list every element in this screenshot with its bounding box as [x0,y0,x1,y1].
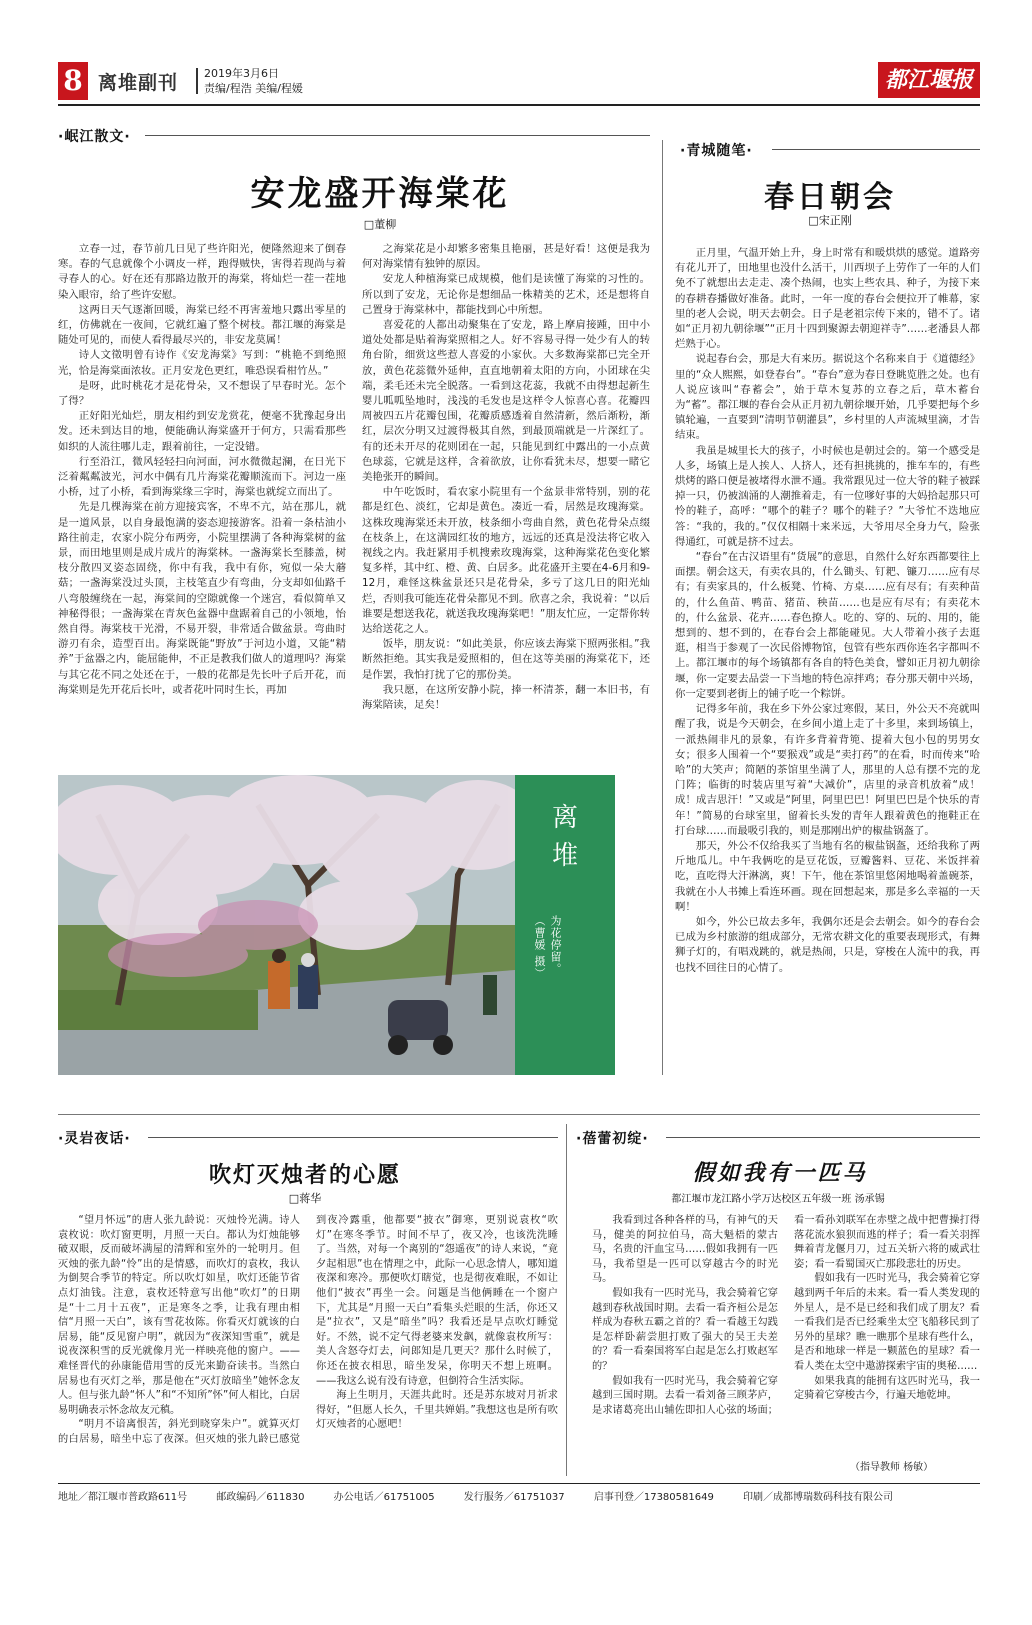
article2-paragraph: 如今，外公已故去多年，我偶尔还是会去朝会。如今的春台会已成为乡村旅游的组成部分，无常农耕文化的重要表现形式，有舞狮子灯的，有唱戏跳的，就是热闹，只是，穿梭在人流中的我，再也找不回往日的心情了。 [675,915,980,974]
footer-distribution: 发行服务／61751037 [463,1492,565,1503]
footer-printer: 印刷／成都博瑞数码科技有限公司 [743,1492,894,1503]
article1-paragraph: 中午吃饭时，看农家小院里有一个盆景非常特别，别的花都是红色、淡红，它却是黄色。凑近一看，居然是玫瑰海棠。这株玫瑰海棠还未开放，枝条细小弯曲自然，黄色花骨朵点缀在枝条上，在这满园红妆的地方，远远的还真是没法将它收入视线之内。我赶紧用手机搜索玫瑰海棠，这种海棠花色变化繁复多样，其中红、橙、黄、白居多。此花盛开主要在4-6月和9-12月，难怪这株盆景还只是花骨朵，多亏了这几日的阳光灿烂，否则我可能连花骨朵都见不到。欣喜之余，我说着：“以后谁要是想送我花，就送我玫瑰海棠吧！”朋友忙应，一定帮你转达给送花之人。 [362,486,650,636]
article1-paragraph: 立春一过，春节前几日见了些许阳光，便隆然迎来了倒春寒。春的气息就像个小调皮一样，跑得贼快，害得若现尚与着寻春人的心。好在还有那路边散开的海棠，将灿烂一茬一茬地染入眼帘，给了些许安慰。 [58,243,346,301]
article2-paragraph: 我虽是城里长大的孩子，小时候也是朝过会的。第一个感受是人多，场镇上是人挨人、人挤人，还有担挑挑的，推车车的，有些烘烤的路口便是被堵得水泄不通。我常跟见过一位大爷的鞋子被踩掉一只，仍被汹涌的人潮推着走，有一位嗲好事的大妈拾起那只可怜的鞋子，高呼：“哪个的鞋子？哪个的鞋子？”大爷忙不迭地应答：“我的，我的。”仅仅相隔十来米远，大爷用尽全身力气，险张得通红，可就是挤不过去。 [675,444,980,548]
article4-column-line [666,1137,980,1138]
newspaper-logo: 都江堰报 [878,62,980,98]
article1-paragraph: 行至沿江，微风轻轻扫向河面，河水微微起澜，在日光下泛着粼粼波光，河水中偶有几片海棠花瓣顺流而下。河边一座小桥，过了小桥，看到海棠缘三字时，海棠也就绽立而出了。 [58,455,346,499]
footer-rule [58,1483,980,1484]
article4-teacher: （指导教师 杨敏） [850,1462,934,1473]
article2-paragraph: 那天，外公不仅给我买了当地有名的椒盐锅盔，还给我称了两斤地瓜儿。中午我俩吃的是豆花饭，豆瓣酱料、豆花、米饭拌着吃，直吃得大汗淋漓，爽！下午，他在茶馆里悠闲地喝着盖碗茶，我就在小人书摊上看连环画。现在回想起来，那是多么幸福的一天啊！ [675,839,980,913]
page-number: 8 [58,62,88,100]
article4-body [592,1214,980,1454]
article4-column-tag: ·蓓蕾初绽· [576,1131,649,1147]
bottom-column-divider [566,1124,567,1476]
article1-paragraph: 喜爱花的人都出动聚集在了安龙，路上摩肩接踵，田中小道处处都是贴着海棠照相之人。好不容易寻得一处少有人的转角台阶，细赏这些惹人喜爱的小家伙。大多数海棠都已完全开放，黄色花蕊微外延伸，直直地朝着太阳的方向，小团球在尖端，柔毛还未完全脱落。一看到这花蕊，我就不由得想起新生婴儿呱呱坠地时，浅浅的毛发也是这样令人惊喜心喜。花瓣四周被四五片花瓣包围，花瓣质感透着自然清新，然后渐粉，渐红，层次分明又过渡得极其自然，到最顶端就是一片深红了。有的还未开尽的花则团在一起，只能见到红中露出的一小点黄色球蕊，它就是这样，含着欲放，让你看犹未尽，想要一睹它美艳张开的瞬间。 [362,319,650,484]
article1-paragraph: 正好阳光灿烂，朋友相约到安龙赏花，便毫不犹豫起身出发。还未到达目的地，便能确认海棠盛开于何方，只需看那些如织的人流往哪儿走，跟着前往，一定没错。 [58,410,346,453]
article3-paragraph: “明月不谙离恨苦，斜光到晓穿朱户”。就算灭灯的白居易，暗坐中忘了夜深。但灭烛的张九龄已感觉到夜冷露重，他都要“披衣”御寒，更别说袁枚“吹灯”在寒冬季节。时间不早了，夜又冷，也该洗洗睡了。当然，对每一个离别的“怨遥夜”的诗人来说，“竟夕起相思”也在情理之中，此际一心思念情人，哪知道夜深和寒冷。那便吹灯瞎觉，也是彻夜难眠，不如让他们“披衣”再坐一会。问题是当他俩睡在一个窗户下，尤其是“月照一天白”看集头烂眼的生活，你还又是“拉衣”，又是“暗坐”吗？我看还是早点吹灯睡觉好。不然，说不定气得老婆来发飙，就像袁枚所写：美人含怒夺灯去，问郎知是几更天？那什么时候了，你还在披衣相思，暗坐发呆，你明天不想上班啊。——我这么说有没有诗意，但倒符合生活实际。 [58,1215,558,1445]
article1-byline: □董柳 [363,218,397,231]
article1-column-line [145,135,650,136]
article2-title: 春日朝会 [764,180,896,215]
masthead-divider [196,68,198,94]
article3-title: 吹灯灭烛者的心愿 [208,1162,401,1188]
article4-paragraph: 假如我有一匹时光马，我会骑着它穿越到三国时期。去看一看刘备三顾茅庐，是求诸葛亮出山辅佐即扣人心弦的场面；看一看孙刘联军在赤壁之战中把曹操打得落花流水狼狈而逃的样子；看一看关羽挥舞着青龙偃月刀，过五关斩六将的威武壮姿；看一看蜀国灭亡那段悲壮的历史。 [592,1215,980,1416]
article4-title: 假如我有一匹马 [692,1160,868,1186]
footer-postcode: 邮政编码／611830 [216,1492,305,1503]
footer-notice: 启事刊登／17380581649 [593,1492,714,1503]
article2-column-line [772,149,980,150]
article2-paragraph: 说起春台会，那是大有来历。据说这个名称来自于《道德经》里的“众人熙熙，如登春台”。“春台”意为春日登眺览胜之处。也有人说应该叫“春蓄会”，始于草木复苏的立春之后，草木蓄台为“蓄”。都江堰的春台会从正月初九朝徐堰开始，几乎要把每个乡镇轮遍，一直要到“清明节朝灌县”，乡村里的人声流城里滴，才告结束。 [675,353,980,442]
photo-caption [529,915,563,980]
masthead [58,62,980,102]
article3-column-tag: ·灵岩夜话· [58,1131,131,1147]
article3-paragraph: 海上生明月，天涯共此时。还是苏东坡对月祈求得好，“但愿人长久，千里共婵娟。”我想这也是所有吹灯灭烛者的心愿吧！ [316,1390,558,1431]
masthead-meta [204,66,303,96]
article1-body [58,242,650,762]
article1-paragraph: 先是几棵海棠在前方迎接宾客，不卑不亢，站在那儿，就是一道风景，以自身最饱满的姿态迎接游客。沿着一条枯油小路往前走，农家小院分布两旁，小院里摆满了各种海棠树的盆景，而田地里则是成片成片的海棠林。一盏海棠长至膝盖，树枝分散四叉姿态固绕，你中有我，我中有你，宛似一朵大蘑菇；一盏海棠没过头顶，主枝笔直少有弯曲，分支却如仙路千八弯般缠绕在一起，海棠间的空隙就像一个迷宫，看似简单又神秘得很；一盏海棠在青灰色盆器中盘踞着自己的小领地，怡然自得。海棠枝干光滑，不易开裂，非常适合做盆景。弯曲时游刃有余，造型百出。海棠既能“野放”于河边小道，又能“精养”于盆器之内，能屈能伸，不正是教我们做人的道理吗？海棠与其它花不同之处还在于，一般的花都是先长叶子后开花，而海棠则是先开花后长叶，或者花叶同时生长，再加 [58,501,346,696]
article3-body [58,1214,558,1476]
article1-paragraph: 这两日天气逐渐回暖，海棠已经不再害羞地只露出零星的红，仿佛就在一夜间，它就红遍了整个树枝。都江堰的海棠是随处可见的，而使人看得最尽兴的，非安龙莫属！ [58,303,346,347]
photo-caption-text: 为花停留。 [549,915,562,975]
section-divider [58,1114,980,1115]
article2-byline: □宋正刚 [808,214,852,227]
section-title: 离堆副刊 [98,72,179,94]
article2-paragraph: 记得多年前，我在乡下外公家过寒假，某日，外公天不亮就叫醒了我，说是今天朝会，在乡间小道上走了十多里，来到场镇上，一派热闹非凡的景象，有许多背着背篼、提着大包小包的男男女女；很多人围着一个“要猴戏”或是“卖打药”的在看，时而传来“哈哈”的大笑声；简陋的茶馆里坐满了人，那里的人总有摆不完的龙门阵；临街的时装店里写着“大减价”，店里的录音机放着“成！成！成吉思汗！”又或是“阿里，阿里巴巴！阿里巴巴是个快乐的青年！”简易的台球室里，留着长头发的青年人跟着黄色的拖鞋正在打台球……而最吸引我的，则是那刚出炉的椒盐锅盔了。 [675,703,980,837]
article1-paragraph: 我只愿，在这所安静小院，捧一杯清茶，翻一本旧书，有海棠陪读，足矣！ [362,683,650,712]
article1-paragraph: 之海棠花是小却繁多密集且艳丽，甚是好看！这便是我为何对海棠情有独钟的原因。 [362,243,650,271]
article2-paragraph: “春台”在古汉语里有“货展”的意思，自然什么好东西都要往上面摆。朝会这天，有卖农具的，什么锄头、钉耙、镰刀……应有尽有；有卖家具的，什么板凳、竹椅、方桌……应有尽有；有卖种苗的，什么鱼苗、鸭苗、猪苗、秧苗……也是应有尽有；有卖花木的，什么盆景、花卉……春色撩人。吃的、穿的、玩的、用的，能想到的、想不到的，在春台会上都能碰见。大人带着小孩子去逛逛，相当于参观了一次民俗博物馆，包管有些东西你连名字都叫不上。都江堰市的每个场镇都有各自的特色美食，譬如正月初九朝徐堰，你一定要去品尝一下当地的特色凉拌鸡；春分那天朝中兴场，你一定要到老街上的铺子吃一个粽饼。 [675,551,980,700]
article1-paragraph: 诗人文徵明曾有诗作《安龙海棠》写到：“桃艳不到绝照光，恰是海棠面浓妆。正月安龙色更红，唯恐误看柑竹丛。” [58,349,346,377]
footer [58,1488,980,1503]
article1-column-tag: ·岷江散文· [58,129,131,145]
article2-paragraph: 正月里，气温开始上升，身上时常有和暖烘烘的感觉。道路旁有花儿开了，田地里也没什么活干，川西坝子上劳作了一年的人们免不了就想出去走走、凑个热闹，也实上些农具、种子，为接下来的春耕春播做好准备。此时，一年一度的春台会便拉开了帷幕，家里的老人会说，明天去朝会。日子是老祖宗传下来的，错不了。诸如“正月初九朝徐堰”“正月十四到聚源去朝迎祥寺”……老潘县人都烂熟于心。 [675,247,980,351]
article3-column-line [148,1137,558,1138]
article1-paragraph: 饭毕，朋友说：“如此美景，你应该去海棠下照两张相。”我断然拒绝。其实我是爱照相的，但在这等美丽的海棠花下，还是作罢，我怕打扰了它的那份美。 [362,638,650,681]
photo-credit: （曹媛 摄） [533,915,546,980]
article2-column-tag: ·青城随笔· [680,143,753,159]
article4-paragraph: 假如我有一匹时光马，我会骑着它穿越到春秋战国时期。去看一看齐桓公是怎样成为春秋五霸之首的？看一看越王勾践是怎样卧薪尝胆打败了强大的吴王夫差的？看一看秦国将军白起是怎么打败赵军的？ [592,1287,778,1372]
photo-caption-panel [515,775,615,1075]
article4-paragraph: 我看到过各种各样的马，有神气的天马，健美的阿拉伯马，高大魁梧的蒙古马，名贵的汗血宝马……假如我拥有一匹马，我希望是一匹可以穿越古今的时光马。 [592,1215,778,1285]
issue-date: 2019年3月6日 [204,67,279,80]
article2-body [675,246,980,1086]
article4-paragraph: 如果我真的能拥有这匹时光马，我一定骑着它穿梭古今，行遍天地乾坤。 [794,1375,980,1402]
top-rule [58,104,980,106]
footer-address: 地址／都江堰市普政路611号 [58,1492,188,1503]
cherry-blossom-photo [58,775,515,1075]
article3-byline: □蒋华 [288,1192,322,1205]
column-divider [662,140,663,1075]
article4-byline: 都江堰市龙江路小学万达校区五年级一班 汤承锡 [671,1194,885,1205]
photo-illustration [58,775,515,1075]
article1-paragraph: 安龙人种植海棠已成规模，他们是读懂了海棠的习性的。所以到了安龙，无论你是想细品一株精美的艺术，还是想将自己置身于海棠林中，都能找到心中所想。 [362,273,650,316]
editor-line: 责编/程浩 美编/程媛 [204,82,303,95]
photo-title: 离堆 [551,803,580,871]
article4-paragraph: 假如我有一匹时光马，我会骑着它穿越到两千年后的未来。看一看人类发现的外星人，是不是已经和我们成了朋友？看一看我们是否已经乘坐太空飞船移民到了另外的星球？瞧一瞧那个星球有些什么，是否和地球一样是一颗蓝色的星球？看一看人类在太空中遨游探索宇宙的奥秘…… [794,1273,980,1372]
article3-paragraph: “望月怀远”的唐人张九龄说：灭烛怜光满。诗人袁枚说：吹灯窗更明，月照一天白。都认为灯烛能够破双眼，反而破坏满屋的清辉和室外的一轮明月。但灭烛的张九龄“怜”出的是情感，而吹灯的袁枚，我认为倒契合季节的特定。所以吹灯如星，吹灯还能节省点灯油钱。注意，袁枚还特意写出他“吹灯”的日期是“十二月十五夜”，正是寒冬之季，让我有理由相信“月照一天白”，该有雪花妆陈。你看灭灯就该的白居易，能“反见窗户明”，就因为“夜深知雪重”，就是说夜深积雪的反光就像月光一样映亮他的窗户。——难怪晋代的孙康能借用雪的反光来勤奋读书。当然白居易也有灭灯之举，那是他在“灭灯放暗坐”她怀念友人。但与张九龄“怀人”和“不知所”怀”何人相比，白居易明确表示怀念故友元稹。 [58,1215,300,1416]
article1-title: 安龙盛开海棠花 [250,174,510,214]
footer-office-phone: 办公电话／61751005 [333,1492,435,1503]
article1-paragraph: 是呀，此时桃花才是花骨朵，又不想误了早春时光。怎个了得？ [58,379,346,408]
